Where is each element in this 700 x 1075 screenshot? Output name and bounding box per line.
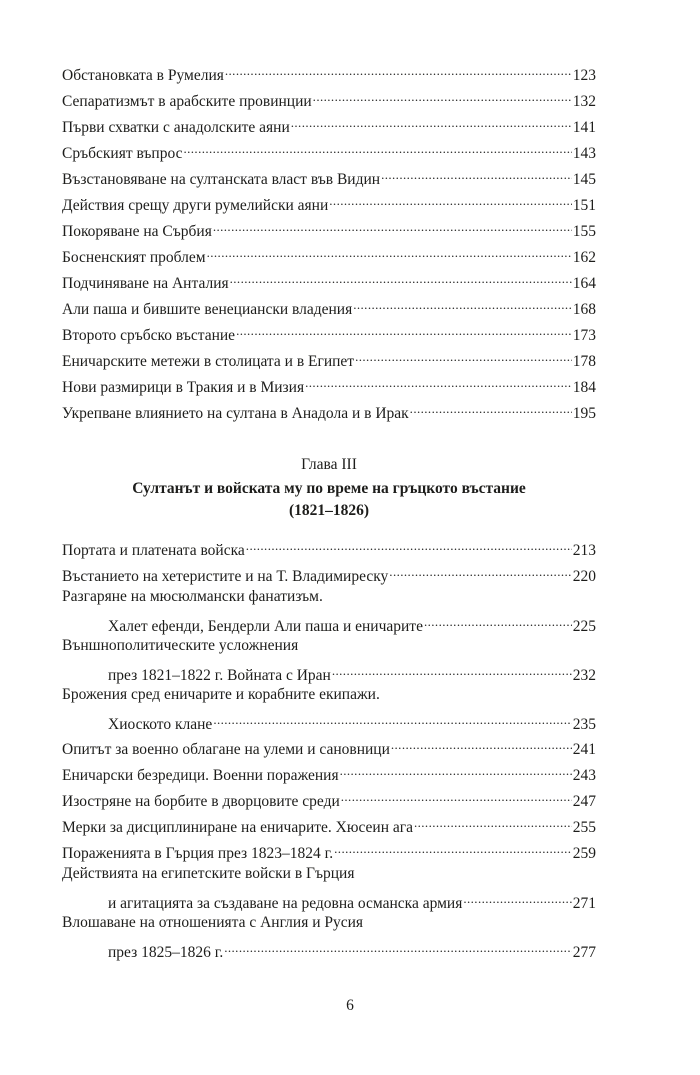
toc-entry xyxy=(62,636,596,686)
chapter-title: Султанът и войската му по време на гръцкото въстание xyxy=(132,480,526,497)
toc-entry-title: Еничарски безредици. Военни поражения xyxy=(62,767,339,784)
toc-entry xyxy=(62,138,596,164)
toc-entry-title: Въстанието на хетеристите и на Т. Владимиреску xyxy=(62,568,389,585)
toc-entry-subtitle: Хиоското клане xyxy=(108,716,213,733)
toc-entry-title: Еничарските метежи в столицата и в Египет xyxy=(62,353,355,370)
toc-entry-title: Пораженията в Гърция през 1823–1824 г. xyxy=(62,845,334,862)
page-number: 6 xyxy=(346,997,354,1014)
toc-entry xyxy=(62,864,596,914)
toc-entry xyxy=(62,786,596,812)
leader-dots xyxy=(424,611,572,631)
toc-entry-page: 213 xyxy=(572,542,596,559)
toc-entry xyxy=(62,190,596,216)
toc-entry-title: Действия срещу други румелийски аяни xyxy=(62,197,329,214)
leader-dots xyxy=(463,888,571,908)
toc-entry xyxy=(62,60,596,86)
chapter-years: (1821–1826) xyxy=(288,502,370,519)
leader-dots xyxy=(246,535,572,555)
toc-entry-page: 173 xyxy=(572,327,596,344)
toc-entry-page: 168 xyxy=(572,301,596,318)
leader-dots xyxy=(183,138,571,158)
chapter-heading xyxy=(62,455,596,521)
toc-entry-title: Али паша и бившите венециански владения xyxy=(62,301,353,318)
toc-entry-page: 255 xyxy=(572,819,596,836)
toc-entry xyxy=(62,216,596,242)
toc-entry-title: Покоряване на Сърбия xyxy=(62,223,212,240)
toc-entry-page: 178 xyxy=(572,353,596,370)
leader-dots xyxy=(313,86,572,106)
leader-dots xyxy=(207,242,572,262)
toc-entry-title: Нови размирици в Тракия и в Мизия xyxy=(62,379,305,396)
toc-entry-title: Разгаряне на мюсюлмански фанатизъм. xyxy=(62,588,323,605)
toc-entry-page: 132 xyxy=(572,93,596,110)
toc-entry-title: Портата и платената войска xyxy=(62,542,245,559)
toc-entry-page: 195 xyxy=(572,405,596,422)
toc-entry-page: 123 xyxy=(572,67,596,84)
toc-entry-page: 155 xyxy=(572,223,596,240)
toc-entry-page: 241 xyxy=(572,741,596,758)
toc-entry-subtitle: Халет ефенди, Бендерли Али паша и еничарите xyxy=(108,618,423,635)
toc-entry-page: 141 xyxy=(572,119,596,136)
toc-entry xyxy=(62,812,596,838)
toc-entry xyxy=(62,587,596,637)
toc-entry xyxy=(62,535,596,561)
leader-dots xyxy=(381,164,572,184)
toc-entry-page: 143 xyxy=(572,145,596,162)
leader-dots xyxy=(213,709,571,729)
leader-dots xyxy=(213,216,572,236)
leader-dots xyxy=(291,112,572,132)
toc-entry-title: Второто сръбско въстание xyxy=(62,327,236,344)
toc-entry xyxy=(62,838,596,864)
toc-entry-page: 151 xyxy=(572,197,596,214)
leader-dots xyxy=(389,561,571,581)
leader-dots xyxy=(410,398,572,418)
toc-entry-title: Подчиняване на Анталия xyxy=(62,275,229,292)
leader-dots xyxy=(236,320,572,340)
toc-entry-page: 259 xyxy=(572,845,596,862)
leader-dots xyxy=(225,60,572,80)
toc-entry-title: Първи схватки с анадолските аяни xyxy=(62,119,290,136)
toc-entry-title: Действията на египетските войски в Гърция xyxy=(62,865,355,882)
toc-entry-page: 162 xyxy=(572,249,596,266)
toc-entry xyxy=(62,561,596,587)
toc-entry xyxy=(62,86,596,112)
toc-entry-title: Опитът за военно облагане на улеми и сановници xyxy=(62,741,390,758)
leader-dots xyxy=(353,294,572,314)
leader-dots xyxy=(340,760,572,780)
toc-entry-page: 232 xyxy=(572,667,596,684)
toc-entry-page: 277 xyxy=(572,944,596,961)
toc-entry xyxy=(62,760,596,786)
leader-dots xyxy=(355,346,572,366)
toc-entry-page: 235 xyxy=(572,716,596,733)
toc-entry-title: Мерки за дисциплиниране на еничарите. Хюсеин ага xyxy=(62,819,413,836)
leader-dots xyxy=(391,734,572,754)
toc-entry-title: Възстановяване на султанската власт във Видин xyxy=(62,171,381,188)
toc-entry-page: 164 xyxy=(572,275,596,292)
leader-dots xyxy=(329,190,571,210)
leader-dots xyxy=(332,660,572,680)
toc-entry-page: 243 xyxy=(572,767,596,784)
toc-entry-subtitle: през 1821–1822 г. Войната с Иран xyxy=(108,667,331,684)
toc-entry-title: Влошаване на отношенията с Англия и Русия xyxy=(62,914,364,931)
toc-entry-subtitle: през 1825–1826 г. xyxy=(108,944,224,961)
toc-entry-title: Изостряне на борбите в дворцовите среди xyxy=(62,793,340,810)
toc-entry-title: Брожения сред еничарите и корабните екипажи. xyxy=(62,686,380,703)
leader-dots xyxy=(230,268,572,288)
leader-dots xyxy=(224,937,572,957)
toc-entry xyxy=(62,913,596,963)
toc-entry xyxy=(62,734,596,760)
toc-entry xyxy=(62,294,596,320)
toc-entry-page: 184 xyxy=(572,379,596,396)
toc-entry-page: 145 xyxy=(572,171,596,188)
toc-entry-title: Босненският проблем xyxy=(62,249,206,266)
toc-entry xyxy=(62,112,596,138)
toc-entry xyxy=(62,685,596,735)
toc-entry-title: Обстановката в Румелия xyxy=(62,67,224,84)
toc-entry-page: 247 xyxy=(572,793,596,810)
toc-entry xyxy=(62,320,596,346)
chapter-label: Глава III xyxy=(301,456,357,473)
toc-entry xyxy=(62,398,596,424)
toc-entry-title: Сръбският въпрос xyxy=(62,145,183,162)
toc-entry xyxy=(62,372,596,398)
toc-entry xyxy=(62,164,596,190)
toc-entry-title: Външнополитическите усложнения xyxy=(62,637,299,654)
leader-dots xyxy=(334,838,572,858)
toc-entry xyxy=(62,268,596,294)
toc-entry-title: Укрепване влиянието на султана в Анадола и в Ирак xyxy=(62,405,409,422)
toc-entry-title: Сепаратизмът в арабските провинции xyxy=(62,93,312,110)
toc-entry xyxy=(62,346,596,372)
leader-dots xyxy=(414,812,572,832)
toc-entry-page: 271 xyxy=(572,895,596,912)
toc-entry-page: 220 xyxy=(572,568,596,585)
toc-entry-page: 225 xyxy=(572,618,596,635)
toc-entry xyxy=(62,242,596,268)
toc-entry-subtitle: и агитацията за създаване на редовна османска армия xyxy=(108,895,463,912)
leader-dots xyxy=(305,372,572,392)
leader-dots xyxy=(341,786,572,806)
